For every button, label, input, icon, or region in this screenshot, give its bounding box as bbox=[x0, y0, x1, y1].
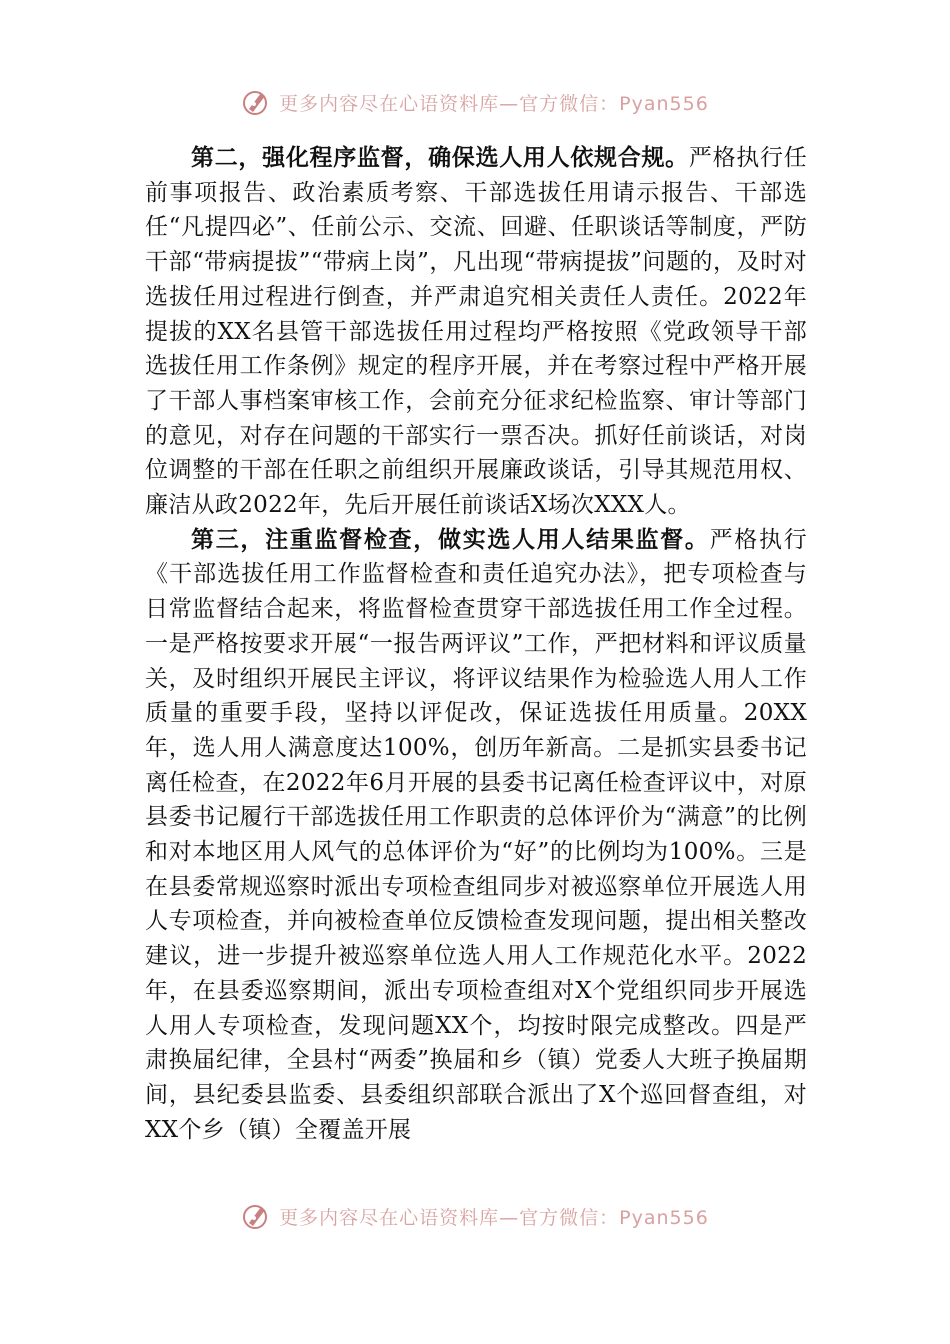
paragraph-heading: 第三，注重监督检查，做实选人用人结果监督。 bbox=[191, 525, 710, 553]
footer-watermark bbox=[0, 1204, 950, 1234]
paragraph-second bbox=[145, 141, 807, 523]
header-watermark bbox=[0, 82, 950, 122]
paragraph-heading: 第二，强化程序监督，确保选人用人依规合规。 bbox=[191, 144, 689, 171]
paragraph-third bbox=[145, 523, 807, 1148]
pen-nib-logo-icon bbox=[241, 1204, 271, 1231]
document-body bbox=[145, 141, 807, 1147]
paragraph-text: 严格执行《干部选拔任用工作监督检查和责任追究办法》，把专项检查与日常监督结合起来，将监督检查贯穿干部选拔任用工作全过程。一是严格按要求开展“一报告两评议”工作，严把材料和评议质量关，及时组织开展民主评议，将评议结果作为检验选人用人工作质量的重要手段，坚持以评促改，保证选拔任用质量。20XX年，选人用人满意度达100%，创历年新高。二是抓实县委书记离任检查，在2022年6月开展的县委书记离任检查评议中，对原县委书记履行干部选拔任用工作职责的总体评价为“满意”的比例和对本地区用人风气的总体评价为“好”的比例均为100%。三是在县委常规巡察时派出专项检查组同步对被巡察单位开展选人用人专项检查，并向被检查单位反馈检查发现问题，提出相关整改建议，进一步提升被巡察单位选人用人工作规范化水平。2022年，在县委巡察期间，派出专项检查组对X个党组织同步开展选人用人专项检查，发现问题XX个，均按时限完成整改。四是严肃换届纪律，全县村“两委”换届和乡（镇）党委人大班子换届期间，县纪委县监委、县委组织部联合派出了X个巡回督查组，对XX个乡（镇）全覆盖开展 bbox=[145, 526, 807, 1143]
footer-watermark-text: 更多内容尽在心语资料库—官方微信：Pyan556 bbox=[279, 1206, 709, 1229]
paragraph-text: 严格执行任前事项报告、政治素质考察、干部选拔任用请示报告、干部选任“凡提四必”、任前公示、交流、回避、任职谈话等制度，严防干部“带病提拔”“带病上岗”，凡出现“带病提拔”问题的，及时对选拔任用过程进行倒查，并严肃追究相关责任人责任。2022年提拔的XX名县管干部选拔任用过程均严格按照《党政领导干部选拔任用工作条例》规定的程序开展，并在考察过程中严格开展了干部人事档案审核工作，会前充分征求纪检监察、审计等部门的意见，对存在问题的干部实行一票否决。抓好任前谈话，对岗位调整的干部在任职之前组织开展廉政谈话，引导其规范用权、廉洁从政2022年，先后开展任前谈话X场次XXX人。 bbox=[145, 145, 807, 519]
header-watermark-text: 更多内容尽在心语资料库—官方微信：Pyan556 bbox=[279, 92, 709, 115]
pen-nib-logo-icon bbox=[241, 87, 271, 117]
